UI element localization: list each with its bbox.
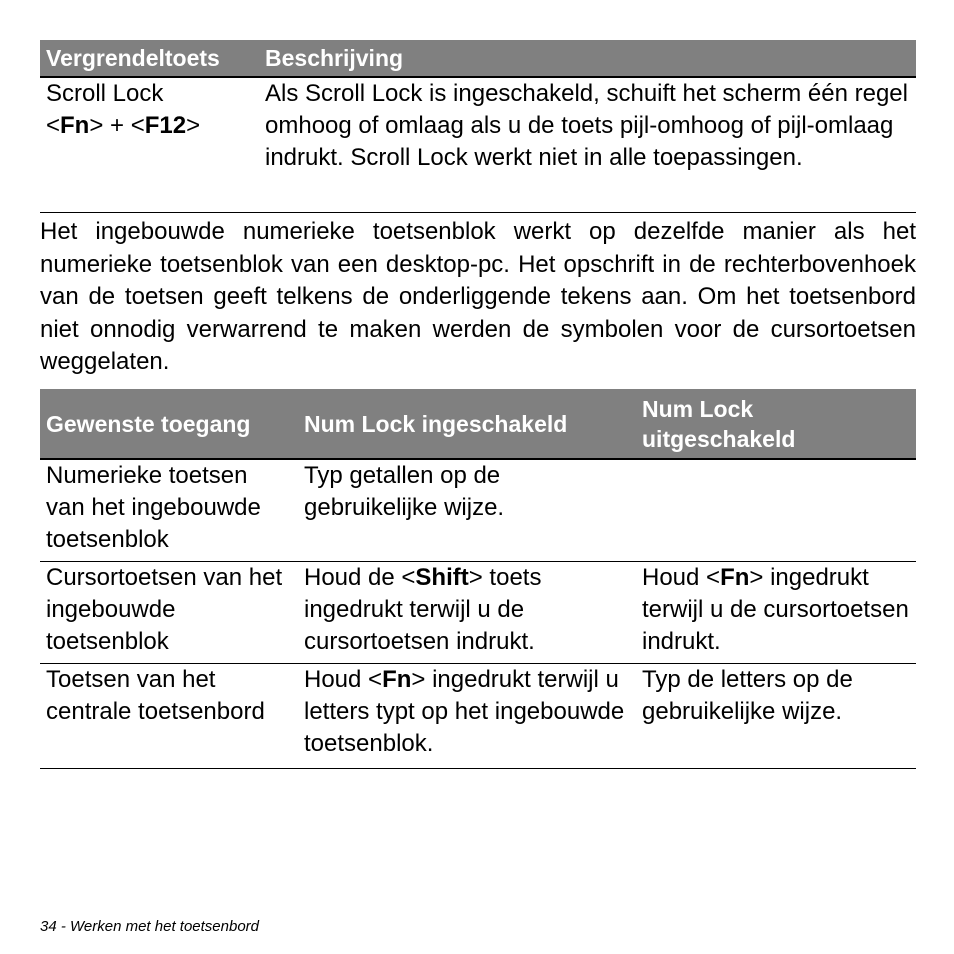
column-header-num-lock-on: Num Lock ingeschakeld bbox=[298, 389, 636, 459]
shift-key: Shift bbox=[415, 564, 469, 591]
table-header-row bbox=[40, 40, 916, 77]
body-paragraph: Het ingebouwde numerieke toetsenblok werkt op dezelfde manier als het numerieke toetsenblok van een desktop-pc. Het opschrift in de rechterbovenhoek van de toetsen geeft telkens de onderliggende tekens aan. Om het toetsenbord niet onnodig verwarrend te maken werden de symbolen voor de cursortoetsen weggelaten. bbox=[40, 218, 916, 375]
description-cell: Als Scroll Lock is ingeschakeld, schuift het scherm één regel omhoog of omlaag als u de toets pijl-omhoog of pijl-omlaag indrukt. Scroll Lock werkt niet in alle toepassingen. bbox=[259, 77, 916, 213]
access-cell: Toetsen van het centrale toetsenbord bbox=[40, 664, 298, 769]
column-header-num-lock-off: Num Lock uitgeschakeld bbox=[636, 389, 916, 459]
access-cell: Numerieke toetsen van het ingebouwde toetsenblok bbox=[40, 459, 298, 562]
num-lock-off-cell bbox=[636, 459, 916, 562]
column-header-lock-key: Vergrendeltoets bbox=[40, 40, 259, 77]
fn-key: Fn bbox=[60, 112, 90, 139]
table-row bbox=[40, 664, 916, 769]
table-row bbox=[40, 459, 916, 562]
fn-key: Fn bbox=[720, 564, 750, 591]
column-header-access: Gewenste toegang bbox=[40, 389, 298, 459]
numeric-keypad-table bbox=[40, 389, 916, 769]
access-cell: Cursortoetsen van het ingebouwde toetsenblok bbox=[40, 562, 298, 664]
lock-key-name: Scroll Lock bbox=[46, 80, 164, 107]
page-footer: 34 - Werken met het toetsenbord bbox=[40, 918, 260, 935]
table-row bbox=[40, 562, 916, 664]
num-lock-on-cell: Houd de <Shift> toets ingedrukt terwijl u de cursortoetsen indrukt. bbox=[298, 562, 636, 664]
fn-key: Fn bbox=[382, 666, 412, 693]
scroll-lock-table bbox=[40, 40, 916, 213]
num-lock-off-cell: Houd <Fn> ingedrukt terwijl u de cursortoetsen indrukt. bbox=[636, 562, 916, 664]
table-row bbox=[40, 77, 916, 213]
num-lock-off-cell: Typ de letters op de gebruikelijke wijze. bbox=[636, 664, 916, 769]
column-header-description: Beschrijving bbox=[259, 40, 916, 77]
num-lock-on-cell: Houd <Fn> ingedrukt terwijl u letters typt op het ingebouwde toetsenblok. bbox=[298, 664, 636, 769]
f12-key: F12 bbox=[144, 112, 187, 139]
lock-key-cell bbox=[40, 77, 259, 213]
key-combo: <Fn> + <F12> bbox=[46, 112, 201, 139]
table-header-row bbox=[40, 389, 916, 459]
num-lock-on-cell: Typ getallen op de gebruikelijke wijze. bbox=[298, 459, 636, 562]
